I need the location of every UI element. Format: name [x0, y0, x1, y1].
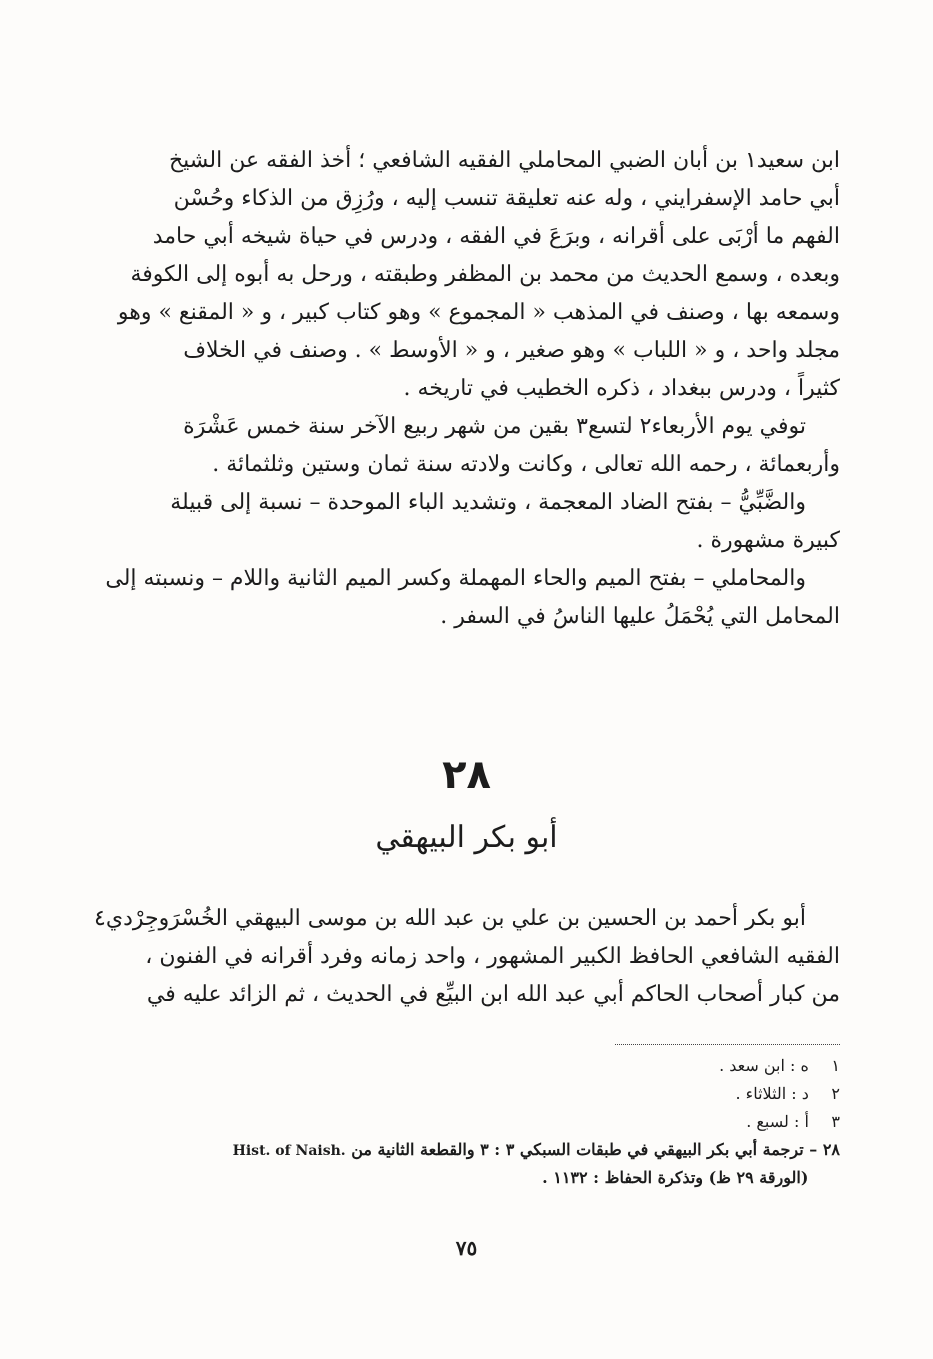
footnote-number: ١ [831, 1056, 840, 1075]
footnote [128, 1080, 840, 1108]
footnote [128, 1052, 840, 1080]
text-line: مجلد واحد ، و « اللباب » وهو صغير ، و « الأوسط » . وصنف في الخلاف [183, 338, 840, 363]
footnote-continuation [128, 1164, 840, 1192]
text-line: الفقيه الشافعي الحافظ الكبير المشهور ، واحد زمانه وفرد أقرانه في الفنون ، [145, 944, 840, 969]
lower-text-block [94, 900, 840, 1014]
footnote-text: د : الثلاثاء . [735, 1084, 809, 1103]
text-line: والضَّبِّيُّ – بفتح الضاد المعجمة ، وتشديد الباء الموحدة – نسبة إلى قبيلة [170, 490, 806, 515]
text-line: الفهم ما أرْبَى على أقرانه ، وبرَعَ في الفقه ، ودرس في حياة شيخه أبي حامد [152, 224, 840, 249]
text-line: توفي يوم الأربعاء٢ لتسع٣ بقين من شهر ربيع الآخر سنة خمس عَشْرَة [183, 414, 806, 439]
entry-number: ٢٨ [442, 752, 491, 798]
upper-text-block [105, 142, 840, 636]
text-line: وبعده ، وسمع الحديث من محمد بن المظفر وطبقته ، ورحل به أبوه إلى الكوفة [130, 262, 840, 287]
footnote-number: ٢ [831, 1084, 840, 1103]
text-line: المحامل التي يُحْمَلُ عليها الناسُ في السفر . [440, 604, 840, 629]
footnotes [128, 1052, 840, 1192]
footnote-text: ترجمة أبي بكر البيهقي في طبقات السبكي ٣ : ٣ والقطعة الثانية من [351, 1140, 804, 1159]
footnote-text: ه : ابن سعد . [719, 1056, 809, 1075]
footnote-number: ٣ [831, 1112, 840, 1131]
text-line: من كبار أصحاب الحاكم أبي عبد الله ابن البيِّع في الحديث ، ثم الزائد عليه في [146, 982, 840, 1007]
entry-title: أبو بكر البيهقي [375, 820, 558, 855]
text-line: وأربعمائة ، رحمه الله تعالى ، وكانت ولادته سنة ثمان وستين وثلثمائة . [212, 452, 840, 477]
text-line: ابن سعيد١ بن أبان الضبي المحاملي الفقيه الشافعي ؛ أخذ الفقه عن الشيخ [168, 148, 840, 173]
footnote-latin-title: Hist. of Naish. [232, 1143, 346, 1159]
page-number: ٧٥ [455, 1236, 478, 1260]
footnote-text: أ : لسبع . [746, 1112, 809, 1131]
footnote-text: (الورقة ٢٩ ظ) وتذكرة الحفاظ : ١١٣٢ . [542, 1168, 809, 1187]
text-line: كثيراً ، ودرس ببغداد ، ذكره الخطيب في تاريخه . [403, 376, 840, 401]
text-line: وسمعه بها ، وصنف في المذهب « المجموع » وهو كتاب كبير ، و « المقنع » وهو [117, 300, 840, 325]
footnote-number: ٢٨ – [809, 1140, 840, 1159]
footnote [128, 1108, 840, 1136]
text-line: والمحاملي – بفتح الميم والحاء المهملة وكسر الميم الثانية واللام – ونسبته إلى [105, 566, 806, 591]
text-line: أبي حامد الإسفرايني ، وله عنه تعليقة تنسب إليه ، ورُزِق من الذكاء وحُسْن [173, 186, 840, 211]
text-line: أبو بكر أحمد بن الحسين بن علي بن عبد الله بن موسى البيهقي الخُسْرَوجِرْدي٤ [94, 906, 806, 931]
text-line: كبيرة مشهورة . [696, 528, 840, 553]
footnote-divider [615, 1044, 840, 1045]
footnote [128, 1136, 840, 1164]
